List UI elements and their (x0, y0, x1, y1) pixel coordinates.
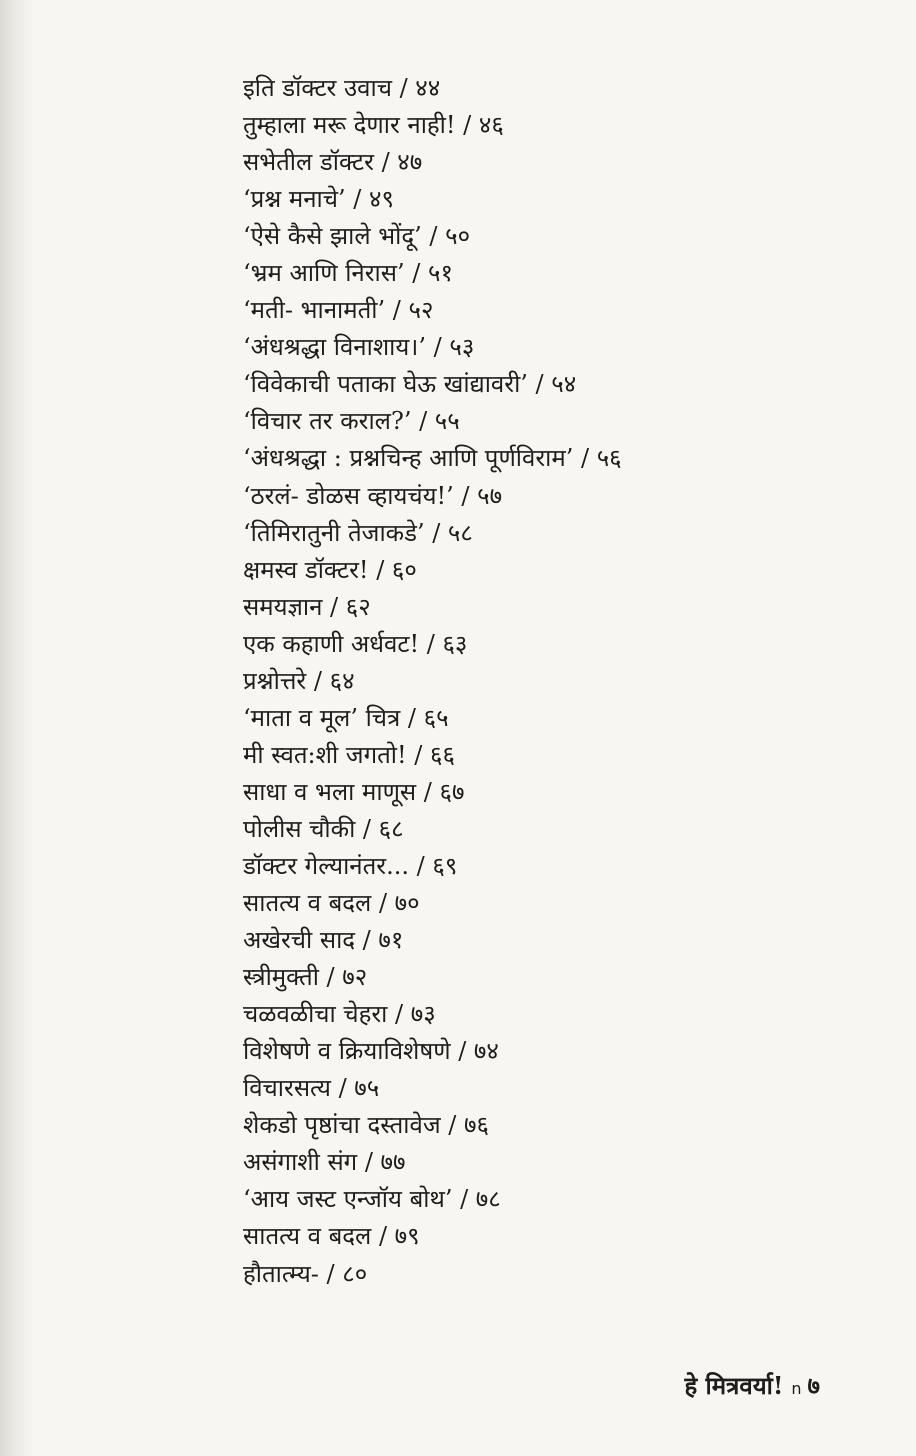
toc-entry: साधा व भला माणूस / ६७ (243, 777, 465, 806)
toc-entry: ‘आय जस्ट एन्जॉय बोथ’ / ७८ (243, 1185, 501, 1214)
toc-entry: इति डॉक्टर उवाच / ४४ (243, 74, 441, 102)
toc-entry: ‘माता व मूल’ चित्र / ६५ (243, 703, 449, 732)
toc-entry: विशेषणे व क्रियाविशेषणे / ७४ (243, 1037, 499, 1066)
toc-entry: ‘अंधश्रद्धा विनाशाय।’ / ५३ (243, 333, 475, 362)
toc-entry: एक कहाणी अर्धवट! / ६३ (243, 629, 468, 658)
toc-entry: चळवळीचा चेहरा / ७३ (243, 1000, 436, 1029)
toc-entry: ‘विवेकाची पताका घेऊ खांद्यावरी’ / ५४ (243, 370, 577, 399)
toc-entry: ‘ऐसे कैसे झाले भोंदू’ / ५० (243, 222, 471, 251)
toc-entry: ‘मती- भानामती’ / ५२ (243, 296, 434, 325)
toc-entry: ‘भ्रम आणि निरास’ / ५१ (243, 259, 453, 288)
toc-entry: क्षमस्व डॉक्टर! / ६० (243, 555, 417, 584)
toc-entry: अखेरची साद / ७१ (243, 926, 404, 955)
toc-entry: समयज्ञान / ६२ (243, 592, 371, 621)
toc-entry: ‘तिमिरातुनी तेजाकडे’ / ५८ (243, 518, 473, 547)
toc-entry: ‘अंधश्रद्धा : प्रश्नचिन्ह आणि पूर्णविराम’ / ५६ (243, 444, 622, 473)
toc-entry: मी स्वत:शी जगतो! / ६६ (243, 740, 455, 769)
footer-separator: n (791, 1379, 802, 1398)
footer-book-title: हे मित्रवर्या! (684, 1371, 784, 1400)
toc-entry: तुम्हाला मरू देणार नाही! / ४६ (243, 111, 504, 140)
toc-entry: ‘प्रश्न मनाचे’ / ४९ (243, 185, 394, 214)
table-of-contents (243, 70, 622, 1293)
toc-entry: पोलीस चौकी / ६८ (243, 814, 404, 843)
toc-entry: असंगाशी संग / ७७ (243, 1148, 406, 1177)
toc-entry: प्रश्नोत्तरे / ६४ (243, 666, 355, 695)
toc-entry: सातत्य व बदल / ७९ (243, 1222, 420, 1251)
toc-entry: डॉक्टर गेल्यानंतर... / ६९ (243, 851, 458, 880)
toc-entry: शेकडो पृष्ठांचा दस्तावेज / ७६ (243, 1111, 489, 1140)
page-footer (684, 1368, 820, 1407)
toc-entry: ‘ठरलं- डोळस व्हायचंय!’ / ५७ (243, 481, 503, 510)
toc-entry: स्त्रीमुक्ती / ७२ (243, 963, 368, 992)
toc-entry: विचारसत्य / ७५ (243, 1074, 380, 1103)
toc-entry: ‘विचार तर कराल?’ / ५५ (243, 407, 460, 436)
toc-entry: हौतात्म्य- / ८० (243, 1259, 368, 1288)
toc-entry: सातत्य व बदल / ७० (243, 889, 420, 918)
toc-entry: सभेतील डॉक्टर / ४७ (243, 148, 423, 177)
footer-page-number: ७ (807, 1371, 820, 1400)
page-spine-shadow (0, 0, 34, 1456)
